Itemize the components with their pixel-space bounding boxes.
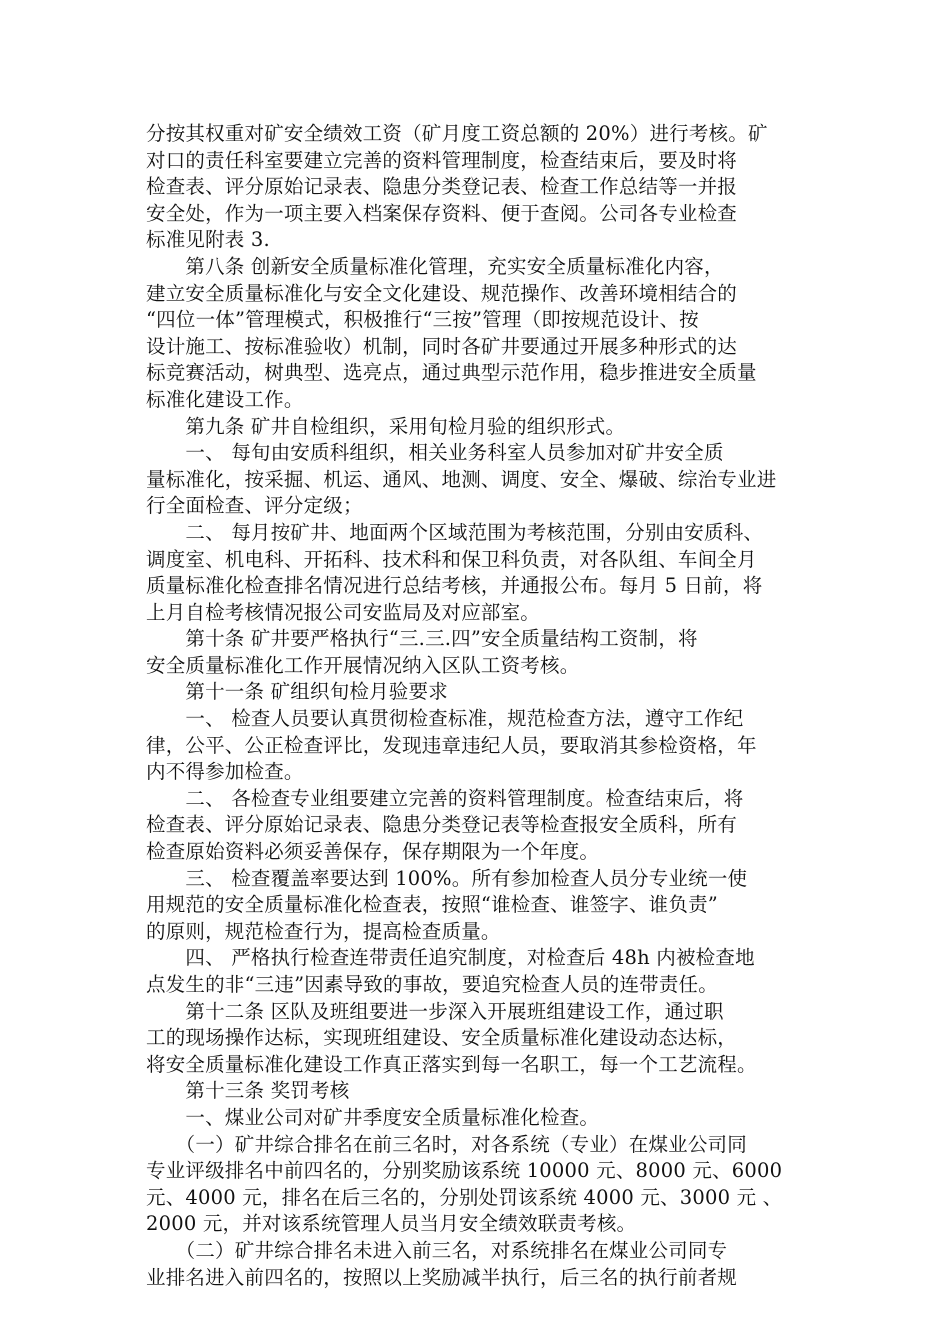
article-12-heading: 第十二条 区队及班组要进一步深入开展班组建设工作，通过职 bbox=[146, 999, 724, 1023]
text-line: 量标准化，按采掘、机运、通风、地测、调度、安全、爆破、综治专业进 bbox=[146, 467, 777, 491]
text-line: 检查表、评分原始记录表、隐患分类登记表等检查报安全质科，所有 bbox=[146, 813, 738, 837]
article-13-heading: 第十三条 奖罚考核 bbox=[146, 1079, 350, 1103]
text-line: 上月自检考核情况报公司安监局及对应部室。 bbox=[146, 600, 541, 624]
text-line: 标准见附表 3. bbox=[146, 228, 270, 252]
text-line: 二、 每月按矿井、地面两个区域范围为考核范围，分别由安质科、 bbox=[146, 520, 764, 544]
text-line: “四位一体”管理模式，积极推行“三按”管理（即按规范设计、按 bbox=[146, 308, 699, 332]
text-line: 将安全质量标准化建设工作真正落实到每一名职工，每一个工艺流程。 bbox=[146, 1052, 757, 1076]
text-line: 调度室、机电科、开拓科、技术科和保卫科负责，对各队组、车间全月 bbox=[146, 547, 757, 571]
text-line: 一、 每旬由安质科组织，相关业务科室人员参加对矿井安全质 bbox=[146, 441, 724, 465]
text-line: 安全处，作为一项主要入档案保存资料、便于查阅。公司各专业检查 bbox=[146, 201, 738, 225]
text-line: 用规范的安全质量标准化检查表，按照“谁检查、谁签字、谁负责” bbox=[146, 893, 718, 917]
text-line: 二、 各检查专业组要建立完善的资料管理制度。检查结束后，将 bbox=[146, 786, 744, 810]
text-line: 业排名进入前四名的，按照以上奖励减半执行，后三名的执行前者规 bbox=[146, 1265, 738, 1289]
document-body bbox=[146, 121, 826, 1291]
text-line: 内不得参加检查。 bbox=[146, 760, 304, 784]
text-line: 质量标准化检查排名情况进行总结考核，并通报公布。每月 5 日前，将 bbox=[146, 574, 763, 598]
article-10-heading: 第十条 矿井要严格执行“三.三.四”安全质量结构工资制，将 bbox=[146, 627, 698, 651]
text-line: （二）矿井综合排名未进入前三名，对系统排名在煤业公司同专 bbox=[146, 1238, 728, 1262]
article-8-heading: 第八条 创新安全质量标准化管理，充实安全质量标准化内容， bbox=[146, 254, 724, 278]
text-line: 对口的责任科室要建立完善的资料管理制度，检查结束后，要及时将 bbox=[146, 148, 738, 172]
text-line: 设计施工、按标准验收）机制，同时各矿井要通过开展多种形式的达 bbox=[146, 334, 738, 358]
text-line: 建立安全质量标准化与安全文化建设、规范操作、改善环境相结合的 bbox=[146, 281, 738, 305]
text-line: 标竞赛活动，树典型、选亮点，通过典型示范作用，稳步推进安全质量 bbox=[146, 361, 757, 385]
text-line: 的原则，规范检查行为，提高检查质量。 bbox=[146, 919, 501, 943]
text-line: 一、煤业公司对矿井季度安全质量标准化检查。 bbox=[146, 1105, 600, 1129]
text-line: 行全面检查、评分定级； bbox=[146, 494, 363, 518]
text-line: 安全质量标准化工作开展情况纳入区队工资考核。 bbox=[146, 653, 580, 677]
text-line: 检查表、评分原始记录表、隐患分类登记表、检查工作总结等一并报 bbox=[146, 175, 738, 199]
text-line: 2000 元，并对该系统管理人员当月安全绩效联责考核。 bbox=[146, 1212, 637, 1236]
text-line: 律，公平、公正检查评比，发现违章违纪人员，要取消其参检资格，年 bbox=[146, 733, 757, 757]
text-line: 检查原始资料必须妥善保存，保存期限为一个年度。 bbox=[146, 840, 600, 864]
article-9-heading: 第九条 矿井自检组织，采用旬检月验的组织形式。 bbox=[146, 414, 626, 438]
text-line: 专业评级排名中前四名的，分别奖励该系统 10000 元、8000 元、6000 bbox=[146, 1159, 783, 1183]
text-line: 标准化建设工作。 bbox=[146, 387, 304, 411]
text-line: 分按其权重对矿安全绩效工资（矿月度工资总额的 20%）进行考核。矿 bbox=[146, 122, 768, 145]
text-line: 元、4000 元，排名在后三名的，分别处罚该系统 4000 元、3000 元 、 bbox=[146, 1185, 783, 1209]
text-line: 工的现场操作达标，实现班组建设、安全质量标准化建设动态达标， bbox=[146, 1026, 738, 1050]
text-line: 点发生的非“三违”因素导致的事故，要追究检查人员的连带责任。 bbox=[146, 973, 718, 996]
text-line: 四、 严格执行检查连带责任追究制度，对检查后 48h 内被检查地 bbox=[146, 946, 755, 970]
text-line: 一、 检查人员要认真贯彻检查标准，规范检查方法，遵守工作纪 bbox=[146, 707, 744, 731]
text-line: 三、 检查覆盖率要达到 100%。所有参加检查人员分专业统一使 bbox=[146, 866, 748, 890]
article-11-heading: 第十一条 矿组织旬检月验要求 bbox=[146, 680, 448, 704]
text-line: （一）矿井综合排名在前三名时，对各系统（专业）在煤业公司同 bbox=[146, 1132, 747, 1156]
